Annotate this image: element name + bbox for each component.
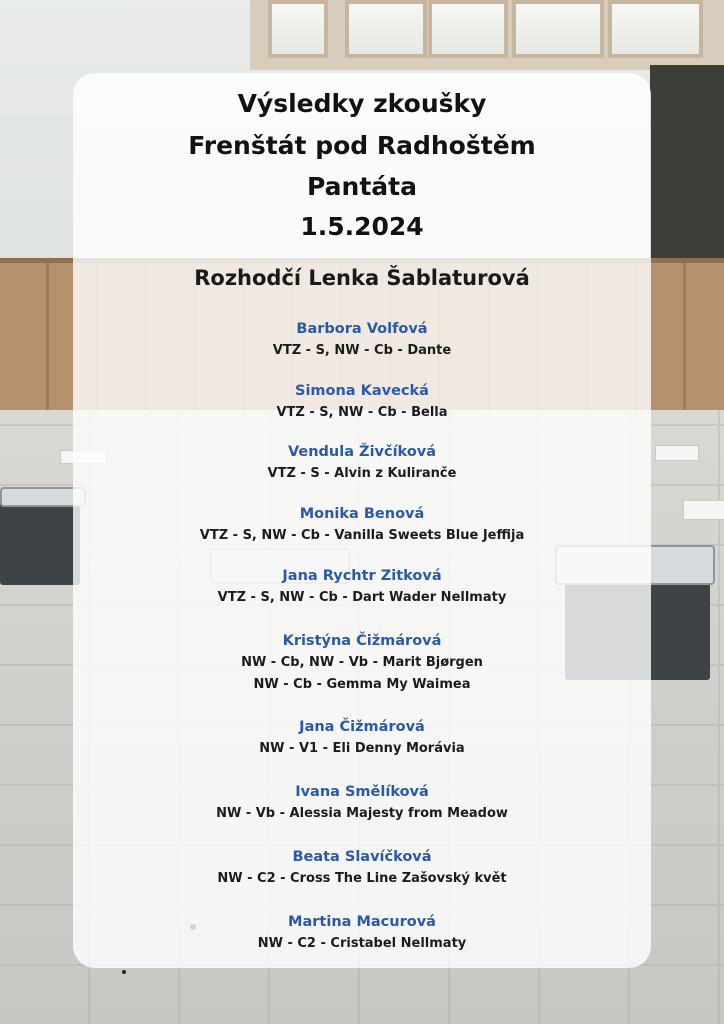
result-line: VTZ - S, NW - Cb - Dart Wader Nellmaty [217, 590, 507, 605]
handler-name: Vendula Živčíková [287, 444, 437, 460]
results-card [73, 73, 651, 968]
result-entry [73, 846, 651, 890]
result-line: VTZ - S, NW - Cb - Bella [276, 405, 448, 420]
result-entry [73, 716, 651, 760]
background-floor-marker [655, 445, 699, 461]
result-entry [73, 318, 651, 362]
handler-name: Beata Slavíčková [292, 849, 432, 865]
result-line: NW - Cb - Gemma My Waimea [253, 677, 471, 692]
background-window [428, 0, 508, 58]
background-speck [122, 970, 126, 974]
result-entry [73, 503, 651, 547]
result-entry [73, 781, 651, 825]
event-location: Frenštát pod Radhoštěm [188, 131, 536, 160]
judge-name: Rozhodčí Lenka Šablaturová [194, 266, 530, 290]
result-line: NW - Vb - Alessia Majesty from Meadow [216, 806, 508, 821]
result-entry [73, 380, 651, 424]
event-venue: Pantáta [307, 172, 417, 201]
handler-name: Martina Macurová [288, 914, 436, 930]
background-window [345, 0, 427, 58]
background-window [268, 0, 328, 58]
background-window [512, 0, 604, 58]
handler-name: Barbora Volfová [296, 321, 428, 337]
background-floor-marker [683, 500, 724, 520]
background-window [608, 0, 703, 58]
handler-name: Ivana Smělíková [295, 784, 429, 800]
result-entry [73, 911, 651, 955]
result-line: NW - C2 - Cristabel Nellmaty [257, 936, 467, 951]
result-entry [73, 630, 651, 696]
handler-name: Monika Benová [299, 506, 425, 522]
result-line: NW - V1 - Eli Denny Morávia [259, 741, 465, 756]
handler-name: Kristýna Čižmárová [282, 633, 442, 649]
result-line: NW - Cb, NW - Vb - Marit Bjørgen [241, 655, 483, 670]
result-line: VTZ - S, NW - Cb - Dante [272, 343, 452, 358]
result-line: VTZ - S, NW - Cb - Vanilla Sweets Blue Jeffija [199, 528, 525, 543]
result-line: VTZ - S - Alvin z Kuliranče [267, 466, 457, 481]
handler-name: Jana Rychtr Zitková [282, 568, 442, 584]
background-box [0, 495, 80, 585]
event-date: 1.5.2024 [300, 212, 424, 241]
result-entry [73, 565, 651, 609]
handler-name: Simona Kavecká [295, 383, 429, 399]
page-title: Výsledky zkoušky [237, 89, 487, 118]
handler-name: Jana Čižmárová [299, 719, 425, 735]
result-entry [73, 441, 651, 485]
result-line: NW - C2 - Cross The Line Zašovský květ [217, 871, 507, 886]
